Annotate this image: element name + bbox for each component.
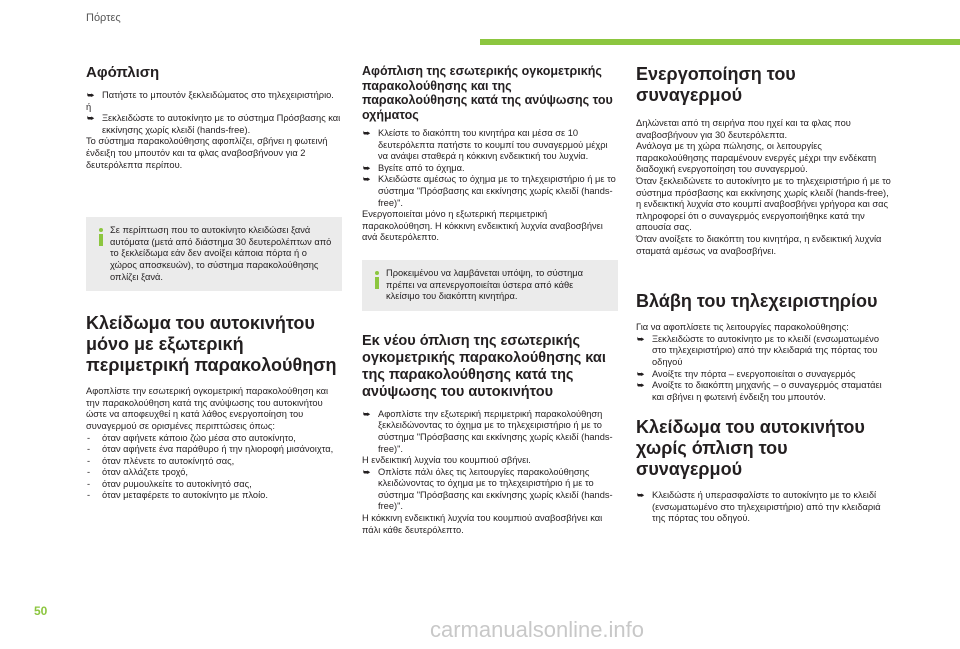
bullet-item xyxy=(636,334,892,369)
arrow-bullet-icon: ⮩ xyxy=(637,381,645,391)
paragraph: Για να αφοπλίσετε τις λειτουργίες παρακολούθησης: xyxy=(636,322,849,333)
dash-text: όταν ρυμουλκείτε το αυτοκίνητό σας, xyxy=(102,478,252,489)
arrow-bullet-icon: ⮩ xyxy=(637,491,645,501)
column-3 xyxy=(636,64,892,525)
bullet-item xyxy=(362,128,618,163)
bullet-text: Ανοίξτε την πόρτα – ενεργοποιείται ο συναγερμός xyxy=(652,368,856,379)
section-title: Αφόπλιση xyxy=(86,64,160,81)
paragraph: Ενεργοποιείται μόνο η εξωτερική περιμετρική παρακολούθηση. Η κόκκινη ενδεικτική λυχνία αναβοσβήνει ανά δευτερόλεπτο. xyxy=(362,209,603,243)
paragraph: Το σύστημα παρακολούθησης αφοπλίζει, σβήνει η φωτεινή ένδειξη του μπουτόν και τα φλας αναβοσβήνουν για 2 δευτερόλεπτα περίπου. xyxy=(86,136,328,170)
bullet-item xyxy=(362,409,618,455)
header-accent-bar xyxy=(480,39,960,45)
paragraph: Αφοπλίστε την εσωτερική ογκομετρική παρακολούθηση και την παρακολούθηση κατά της ανύψωσης του αυτοκινήτου ώστε να αποφευχθεί η κατά λάθος ενεργοποίηση του συναγερμού σε ορισμένες περιπτώσεις όπως: xyxy=(86,386,329,431)
bullet-item xyxy=(86,113,342,136)
section-title: Αφόπλιση της εσωτερικής ογκομετρικής παρακολούθησης και της παρακολούθησης κατά της ανύψωσης του οχήματος xyxy=(362,64,613,122)
watermark: carmanualsonline.info xyxy=(430,617,645,642)
section-title: Κλείδωμα του αυτοκινήτου μόνο με εξωτερική περιμετρική παρακολούθηση xyxy=(86,313,337,376)
dash-item: - όταν πλένετε το αυτοκίνητό σας, xyxy=(86,456,342,468)
info-note xyxy=(86,217,342,291)
dash-text: όταν μεταφέρετε το αυτοκίνητο με πλοίο. xyxy=(102,490,268,501)
arrow-bullet-icon: ⮩ xyxy=(363,467,371,477)
paragraph: Όταν ξεκλειδώνετε το αυτοκίνητο με το τηλεχειριστήριο ή με το σύστημα πρόσβασης και εκκίνησης χωρίς κλειδί (hands-free), η ενδεικτική λυχνία στο κουμπί αναβοσβήνει γρήγορα και σας πληροφορεί ότι ο συναγερμός ενεργοποιήθηκε κατά την απουσία σας. xyxy=(636,175,891,233)
bullet-item xyxy=(362,467,618,513)
bullet-text: Πατήστε το μπουτόν ξεκλειδώματος στο τηλεχειριστήριο. xyxy=(102,90,334,100)
section-title: Εκ νέου όπλιση της εσωτερικής ογκομετρικής παρακολούθησης και της παρακολούθησης κατά της ανύψωσης του αυτοκινήτου xyxy=(362,332,606,400)
column-1 xyxy=(86,64,342,502)
dash-text: όταν πλένετε το αυτοκίνητό σας, xyxy=(102,455,235,466)
paragraph: Ανάλογα με τη χώρα πώλησης, οι λειτουργίες παρακολούθησης παραμένουν ενεργές μέχρι την ενδέκατη διαδοχική ενεργοποίηση του συναγερμού. xyxy=(636,141,877,175)
dash-text: όταν αφήνετε κάποιο ζώο μέσα στο αυτοκίνητο, xyxy=(102,432,296,443)
bullet-text: Ανοίξτε το διακόπτη μηχανής – ο συναγερμός σταματάει και σβήνει η φωτεινή ένδειξη του μπουτόν. xyxy=(652,380,882,402)
arrow-bullet-icon: ⮩ xyxy=(637,334,645,344)
bullet-item xyxy=(636,380,892,403)
dash-item: - όταν ρυμουλκείτε το αυτοκίνητό σας, xyxy=(86,479,342,491)
bullet-item xyxy=(636,490,892,525)
dash-text: όταν αφήνετε ένα παράθυρο ή την ηλιοροφή μισάνοιχτα, xyxy=(102,444,334,455)
bullet-text: Ξεκλειδώστε το αυτοκίνητο με το κλειδί (ενσωματωμένο στο τηλεχειριστήριο) από την κλειδαριά της πόρτας του οδηγού xyxy=(652,333,880,367)
dash-text: όταν αλλάζετε τροχό, xyxy=(102,467,189,478)
note-text: Προκειμένου να λαμβάνεται υπόψη, το σύστημα πρέπει να απενεργοποιείται ύστερα από κάθε κλείσιμο του διακόπτη κινητήρα. xyxy=(386,267,584,302)
paragraph: ή xyxy=(86,101,92,112)
arrow-bullet-icon: ⮩ xyxy=(637,369,645,379)
bullet-item xyxy=(86,90,342,102)
info-note xyxy=(362,260,618,311)
bullet-text: Ξεκλειδώστε το αυτοκίνητο με το σύστημα Πρόσβασης και εκκίνησης χωρίς κλειδί (hands-free). xyxy=(102,113,341,135)
info-icon xyxy=(92,225,110,283)
column-2 xyxy=(362,64,618,536)
section-title: Βλάβη του τηλεχειριστηρίου xyxy=(636,291,878,312)
paragraph: Όταν ανοίξετε το διακόπτη του κινητήρα, η ενδεικτική λυχνία σταματά αμέσως να αναβοσβήνει. xyxy=(636,233,882,256)
arrow-bullet-icon: ⮩ xyxy=(87,114,95,124)
paragraph: Δηλώνεται από τη σειρήνα που ηχεί και τα φλας που αναβοσβήνουν για 30 δευτερόλεπτα. xyxy=(636,118,851,140)
paragraph: Η ενδεικτική λυχνία του κουμπιού σβήνει. xyxy=(362,455,531,466)
note-text: Σε περίπτωση που το αυτοκίνητο κλειδώσει ξανά αυτόματα (μετά από διάστημα 30 δευτερολέπτων από το ξεκλείδωμα εάν δεν ανοίξει κάποια πόρτα ή ο χώρος αποσκευών), το σύστημα παρακολούθησης οπλίζει ξανά. xyxy=(110,225,332,282)
info-icon xyxy=(368,268,386,303)
bullet-text: Κλείστε το διακόπτη του κινητήρα και μέσα σε 10 δευτερόλεπτα πατήστε το κουμπί του συναγερμού μέχρι να ανάψει σταθερά η κόκκινη ενδεικτική του λυχνία. xyxy=(378,128,608,162)
bullet-item xyxy=(362,163,618,175)
dash-item: - όταν αφήνετε κάποιο ζώο μέσα στο αυτοκίνητο, xyxy=(86,433,342,445)
bullet-text: Οπλίστε πάλι όλες τις λειτουργίες παρακολούθησης κλειδώνοντας το όχημα με το τηλεχειριστήριο ή με το σύστημα "Πρόσβασης και εκκίνησης χωρίς κλειδί (hands-free)". xyxy=(378,466,613,512)
arrow-bullet-icon: ⮩ xyxy=(363,129,371,138)
arrow-bullet-icon: ⮩ xyxy=(363,163,371,173)
dash-item: - όταν αφήνετε ένα παράθυρο ή την ηλιοροφή μισάνοιχτα, xyxy=(86,444,342,456)
section-title: Ενεργοποίηση του συναγερμού xyxy=(636,64,796,105)
header-label: Πόρτες xyxy=(86,12,121,24)
section-title: Κλείδωμα του αυτοκινήτου χωρίς όπλιση του συναγερμού xyxy=(636,417,865,480)
page-number: 50 xyxy=(34,604,48,618)
bullet-item xyxy=(636,369,892,381)
bullet-text: Κλειδώστε αμέσως το όχημα με το τηλεχειριστήριο ή με το σύστημα "Πρόσβασης και εκκίνησης χωρίς κλειδί (hands-free)". xyxy=(378,174,616,208)
arrow-bullet-icon: ⮩ xyxy=(87,91,95,100)
bullet-text: Αφοπλίστε την εξωτερική περιμετρική παρακολούθηση ξεκλειδώνοντας το όχημα με το τηλεχειριστήριο ή με το σύστημα "Πρόσβασης και εκκίνησης χωρίς κλειδί (hands-free)". xyxy=(378,408,613,454)
arrow-bullet-icon: ⮩ xyxy=(363,409,371,419)
arrow-bullet-icon: ⮩ xyxy=(363,175,371,185)
bullet-item xyxy=(362,174,618,209)
dash-item: - όταν αλλάζετε τροχό, xyxy=(86,467,342,479)
bullet-text: Βγείτε από το όχημα. xyxy=(378,162,465,173)
dash-item: - όταν μεταφέρετε το αυτοκίνητο με πλοίο. xyxy=(86,490,342,502)
paragraph: Η κόκκινη ενδεικτική λυχνία του κουμπιού αναβοσβήνει και πάλι κάθε δευτερόλεπτο. xyxy=(362,513,603,535)
bullet-text: Κλειδώστε ή υπερασφαλίστε το αυτοκίνητο με το κλειδί (ενσωματωμένο στο τηλεχειριστήριο) από την κλειδαριά της πόρτας του οδηγού. xyxy=(652,490,881,524)
